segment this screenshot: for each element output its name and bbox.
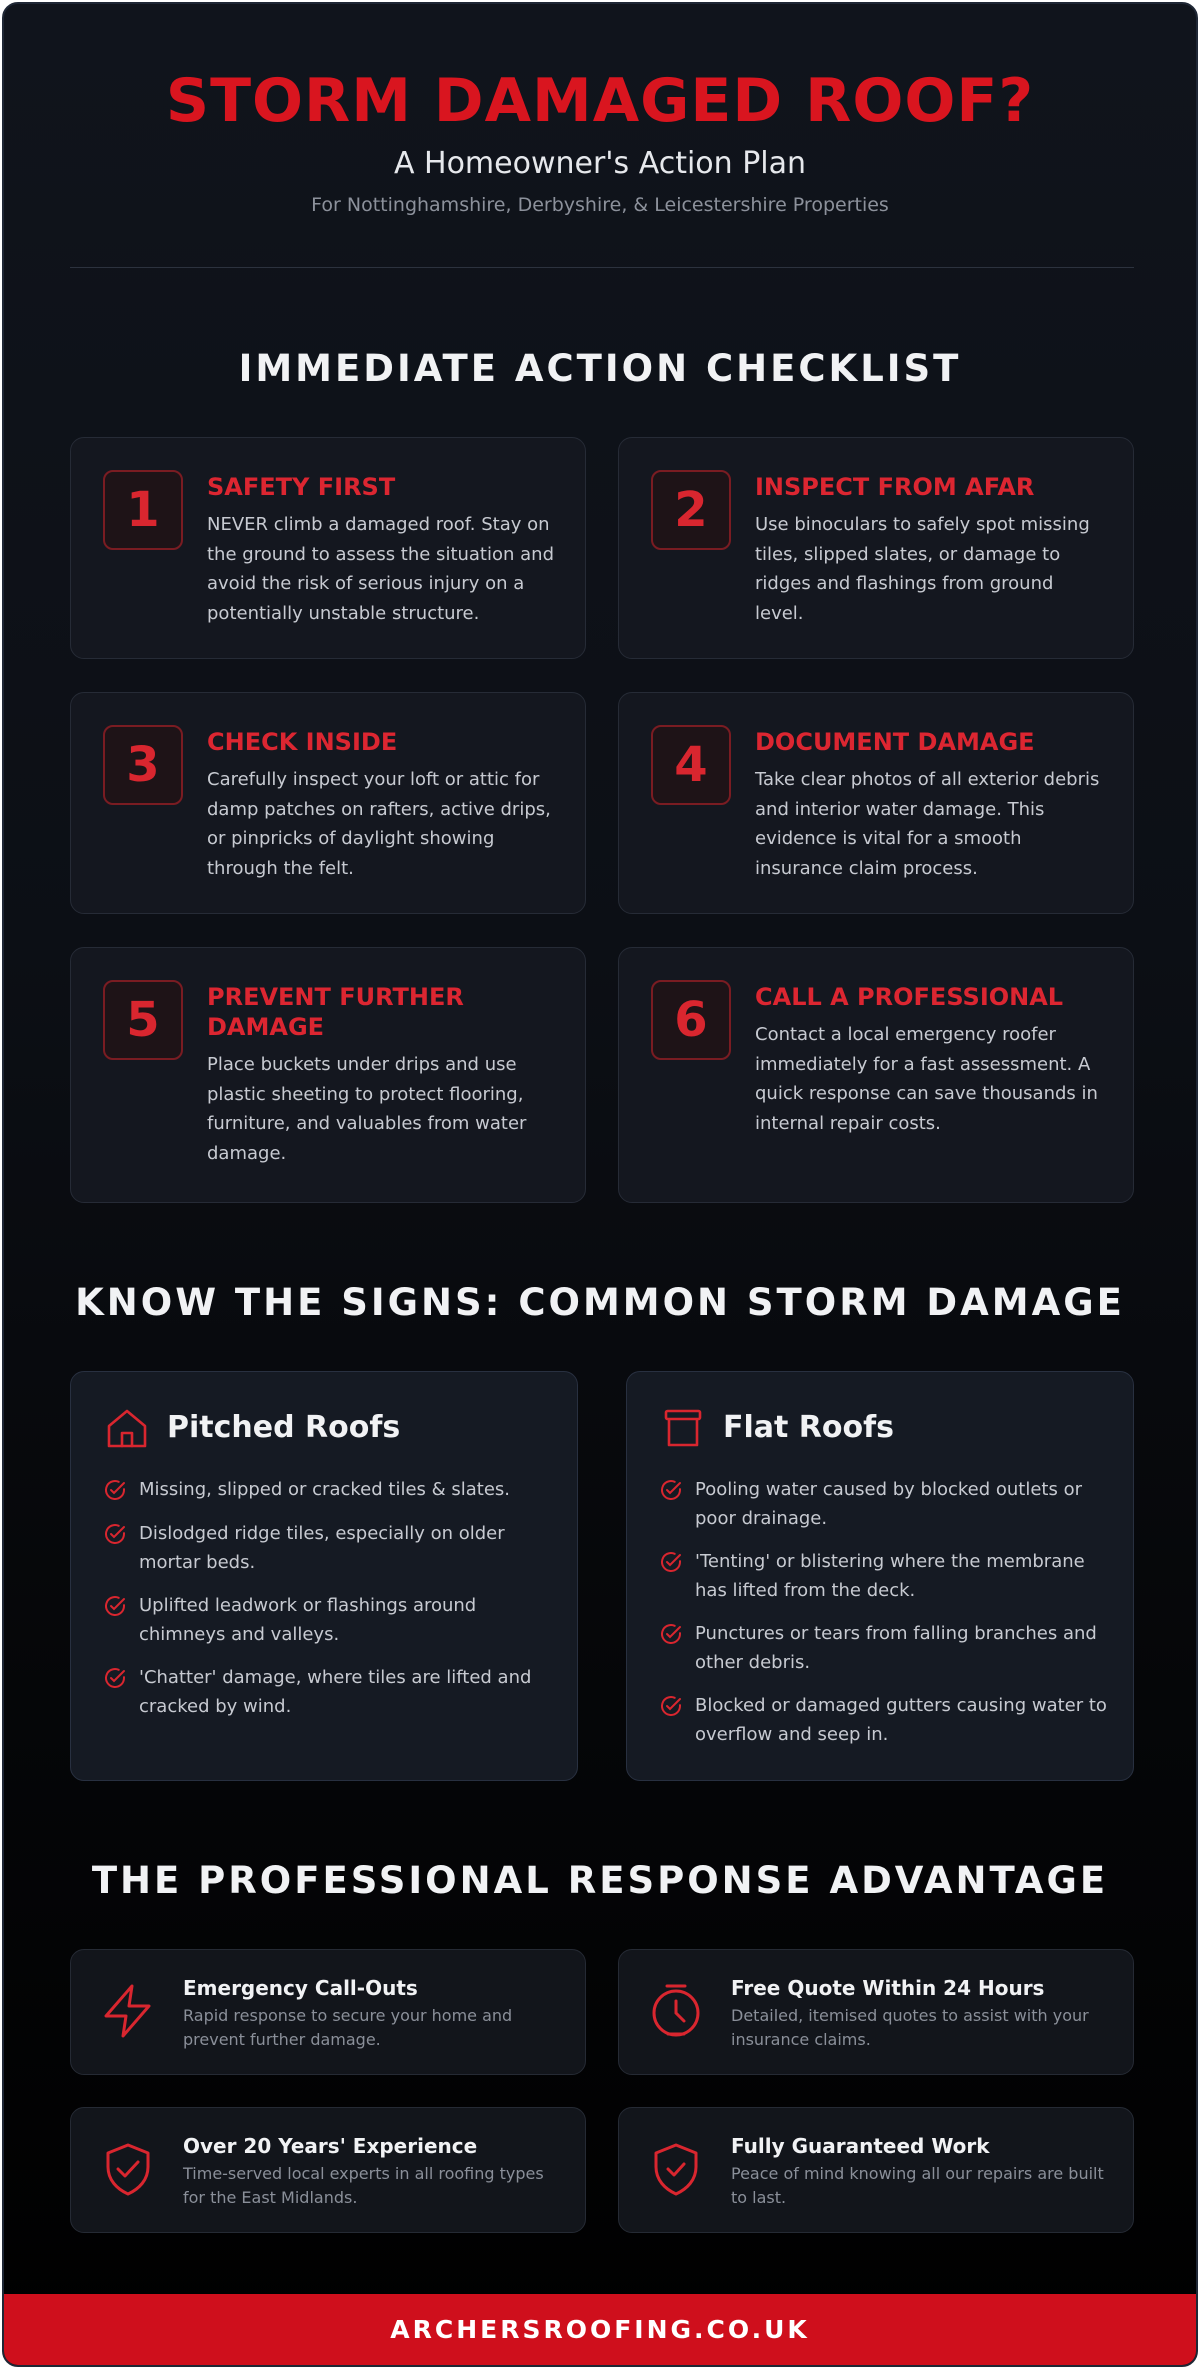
checklist-heading: IMMEDIATE ACTION CHECKLIST bbox=[238, 347, 962, 390]
archive-icon bbox=[661, 1406, 705, 1450]
step-card-6 bbox=[618, 947, 1134, 1203]
step-text: Use binoculars to safely spot missing tiles, slipped slates, or damage to ridges and flashings from ground level. bbox=[755, 514, 1090, 624]
list-item-text: Missing, slipped or cracked tiles & slates. bbox=[139, 1479, 511, 1500]
step-text: Take clear photos of all exterior debris and interior water damage. This evidence is vital for a smooth insurance claim process. bbox=[755, 769, 1100, 879]
pitched-roofs-card bbox=[70, 1371, 578, 1781]
step-title: CHECK INSIDE bbox=[207, 728, 398, 756]
lightning-icon bbox=[99, 1982, 157, 2040]
check-circle-icon bbox=[103, 1522, 127, 1546]
step-text: NEVER climb a damaged roof. Stay on the ground to assess the situation and avoid the risk of serious injury on a potentially unstable structure. bbox=[207, 514, 555, 624]
check-circle-icon bbox=[659, 1550, 683, 1574]
list-item-text: Punctures or tears from falling branches and other debris. bbox=[695, 1623, 1097, 1673]
step-card-2 bbox=[618, 437, 1134, 659]
advantage-card-experience bbox=[70, 2107, 586, 2233]
advantage-title: Free Quote Within 24 Hours bbox=[731, 1976, 1045, 2000]
advantage-text: Rapid response to secure your home and prevent further damage. bbox=[183, 2006, 513, 2049]
list-item-text: 'Chatter' damage, where tiles are lifted and cracked by wind. bbox=[139, 1667, 532, 1717]
check-circle-icon bbox=[659, 1622, 683, 1646]
list-item-text: Blocked or damaged gutters causing water to overflow and seep in. bbox=[695, 1695, 1107, 1745]
flat-roofs-title: Flat Roofs bbox=[723, 1410, 895, 1445]
check-circle-icon bbox=[103, 1666, 127, 1690]
pitched-roofs-title: Pitched Roofs bbox=[167, 1410, 401, 1445]
step-number: 1 bbox=[103, 470, 183, 550]
check-circle-icon bbox=[103, 1478, 127, 1502]
header-divider bbox=[70, 267, 1134, 268]
list-item-text: 'Tenting' or blistering where the membrane has lifted from the deck. bbox=[695, 1551, 1085, 1601]
advantage-text: Time-served local experts in all roofing types for the East Midlands. bbox=[183, 2164, 544, 2207]
advantage-title: Fully Guaranteed Work bbox=[731, 2134, 990, 2158]
signs-heading: KNOW THE SIGNS: COMMON STORM DAMAGE bbox=[75, 1281, 1125, 1324]
advantage-title: Over 20 Years' Experience bbox=[183, 2134, 478, 2158]
step-card-5 bbox=[70, 947, 586, 1203]
shield-check-icon bbox=[647, 2140, 705, 2198]
flat-roofs-card bbox=[626, 1371, 1134, 1781]
step-title: CALL A PROFESSIONAL bbox=[755, 983, 1064, 1011]
tagline: For Nottinghamshire, Derbyshire, & Leicestershire Properties bbox=[311, 194, 889, 216]
advantage-card-emergency bbox=[70, 1949, 586, 2075]
step-card-3 bbox=[70, 692, 586, 914]
list-item-text: Uplifted leadwork or flashings around chimneys and valleys. bbox=[139, 1595, 477, 1645]
step-title: SAFETY FIRST bbox=[207, 473, 396, 501]
step-number: 3 bbox=[103, 725, 183, 805]
advantage-title: Emergency Call-Outs bbox=[183, 1976, 418, 2000]
advantages-heading: THE PROFESSIONAL RESPONSE ADVANTAGE bbox=[91, 1859, 1109, 1902]
check-circle-icon bbox=[659, 1694, 683, 1718]
infographic bbox=[2, 2, 1198, 2367]
step-text: Place buckets under drips and use plastic sheeting to protect flooring, furniture, and valuables from water damage. bbox=[207, 1054, 527, 1164]
list-item-text: Pooling water caused by blocked outlets or poor drainage. bbox=[695, 1479, 1082, 1529]
shield-badge-icon bbox=[99, 2140, 157, 2198]
subtitle: A Homeowner's Action Plan bbox=[393, 146, 807, 181]
check-circle-icon bbox=[659, 1478, 683, 1502]
house-icon bbox=[105, 1406, 149, 1450]
footer-website[interactable]: ARCHERSROOFING.CO.UK bbox=[4, 2294, 1196, 2367]
main-title: STORM DAMAGED ROOF? bbox=[165, 66, 1035, 136]
step-title: PREVENT FURTHER DAMAGE bbox=[207, 983, 464, 1041]
step-text: Carefully inspect your loft or attic for damp patches on rafters, active drips, or pinpricks of daylight showing through the felt. bbox=[207, 769, 551, 879]
stopwatch-icon bbox=[647, 1982, 705, 2040]
step-title: DOCUMENT DAMAGE bbox=[755, 728, 1035, 756]
step-card-4 bbox=[618, 692, 1134, 914]
step-number: 6 bbox=[651, 980, 731, 1060]
advantage-card-quote bbox=[618, 1949, 1134, 2075]
advantage-text: Detailed, itemised quotes to assist with your insurance claims. bbox=[731, 2006, 1089, 2049]
step-number: 2 bbox=[651, 470, 731, 550]
step-card-1 bbox=[70, 437, 586, 659]
step-number: 5 bbox=[103, 980, 183, 1060]
step-number: 4 bbox=[651, 725, 731, 805]
check-circle-icon bbox=[103, 1594, 127, 1618]
step-title: INSPECT FROM AFAR bbox=[755, 473, 1035, 501]
advantage-text: Peace of mind knowing all our repairs are built to last. bbox=[731, 2164, 1104, 2207]
advantage-card-guarantee bbox=[618, 2107, 1134, 2233]
step-text: Contact a local emergency roofer immediately for a fast assessment. A quick response can save thousands in internal repair costs. bbox=[755, 1024, 1098, 1134]
list-item-text: Dislodged ridge tiles, especially on older mortar beds. bbox=[139, 1523, 505, 1573]
